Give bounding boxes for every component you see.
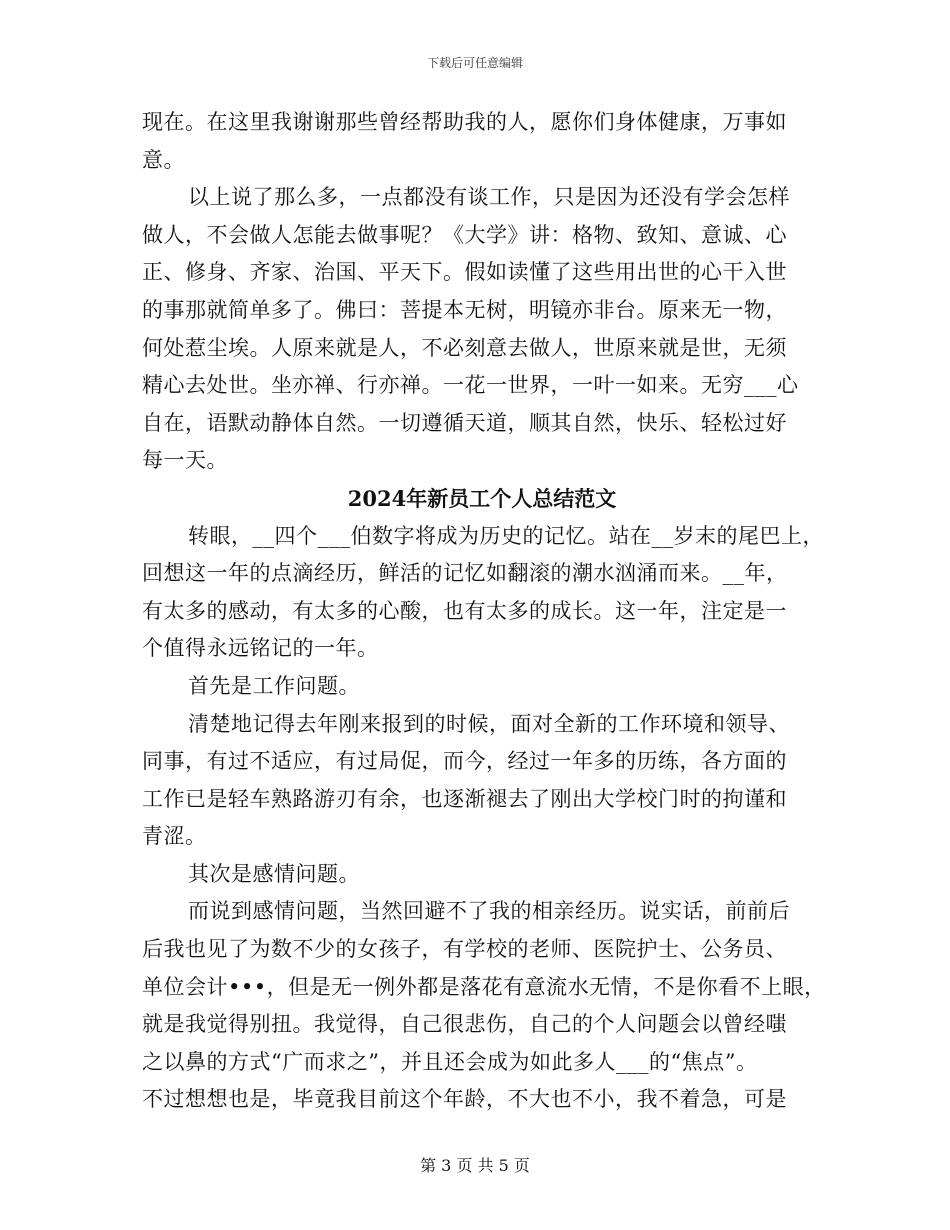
paragraph-line: 正、修身、齐家、治国、平天下。假如读懂了这些用出世的心干入世: [142, 260, 787, 285]
paragraph-line: 有太多的感动，有太多的心酸，也有太多的成长。这一年，注定是一: [142, 598, 787, 623]
page-header: 下载后可任意编辑: [426, 56, 523, 70]
document-body: [142, 104, 826, 1119]
paragraph-line: 同事，有过不适应，有过局促，而今，经过一年多的历练，各方面的: [142, 749, 787, 774]
section-title: 2024年新员工个人总结范文: [347, 485, 617, 511]
paragraph-line: 每一天。: [142, 448, 228, 473]
paragraph-line: 的事那就简单多了。佛曰：菩提本无树，明镜亦非台。原来无一物，: [142, 297, 787, 322]
paragraph-line: 自在，语默动静体自然。一切遵循天道，顺其自然，快乐、轻松过好: [142, 410, 787, 435]
paragraph-line: 回想这一年的点滴经历，鲜活的记忆如翻滚的潮水汹涌而来。__年，: [142, 561, 788, 586]
paragraph-line: 单位会计•••，但是无一例外都是落花有意流水无情，不是你看不上眼，: [142, 974, 826, 999]
paragraph-line: 转眼，__四个___伯数字将成为历史的记忆。站在__岁末的尾巴上，: [188, 523, 824, 548]
paragraph-line: 个值得永远铭记的一年。: [142, 636, 379, 661]
paragraph-line: 做人，不会做人怎能去做事呢？《大学》讲：格物、致知、意诚、心: [142, 222, 787, 247]
paragraph-line: 精心去处世。坐亦禅、行亦禅。一花一世界，一叶一如来。无穷___心: [142, 373, 799, 398]
paragraph-line: 意。: [142, 147, 185, 172]
paragraph-line: 清楚地记得去年刚来报到的时候，面对全新的工作环境和领导、: [188, 711, 790, 736]
paragraph-line: 以上说了那么多，一点都没有谈工作，只是因为还没有学会怎样: [188, 185, 790, 210]
paragraph-line: 首先是工作问题。: [188, 673, 360, 698]
paragraph-line: 现在。在这里我谢谢那些曾经帮助我的人，愿你们身体健康，万事如: [142, 110, 787, 134]
paragraph-line: 之以鼻的方式“广而求之”，并且还会成为如此多人___的“焦点”。: [142, 1049, 758, 1074]
paragraph-line: 其次是感情问题。: [188, 861, 360, 886]
paragraph-line: 就是我觉得别扭。我觉得，自己很悲伤，自己的个人问题会以曾经嗤: [142, 1012, 787, 1037]
paragraph-line: 青涩。: [142, 824, 207, 849]
paragraph-line: 而说到感情问题，当然回避不了我的相亲经历。说实话，前前后: [188, 899, 790, 924]
page-footer: 第 3 页 共 5 页: [420, 1156, 530, 1175]
paragraph-line: 何处惹尘埃。人原来就是人，不必刻意去做人，世原来就是世，无须: [142, 335, 787, 360]
paragraph-line: 工作已是轻车熟路游刃有余，也逐渐褪去了刚出大学校门时的拘谨和: [142, 786, 787, 811]
paragraph-line: 后我也见了为数不少的女孩子，有学校的老师、医院护士、公务员、: [142, 937, 787, 962]
paragraph-line: 不过想想也是，毕竟我目前这个年龄，不大也不小，我不着急，可是: [142, 1087, 787, 1112]
